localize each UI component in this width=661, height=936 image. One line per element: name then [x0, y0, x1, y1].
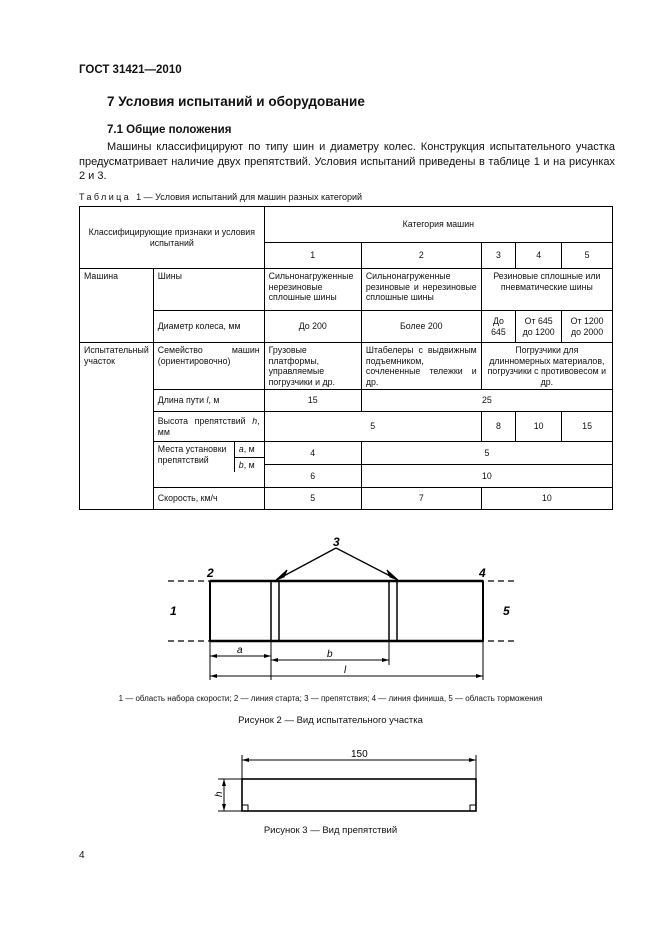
table-cell: 6: [264, 465, 361, 488]
leader-line: [336, 548, 394, 578]
table-cell: Резиновые сплошные или пневматические шины: [481, 269, 612, 311]
label-2: 2: [207, 566, 214, 580]
row-label-path: Длина пути l, м: [153, 390, 264, 412]
table-cell: Грузовые платформы, управляемые погрузчики и др.: [264, 343, 361, 390]
table-cell: 10: [516, 412, 562, 442]
arrowhead: [222, 804, 226, 811]
arrowhead: [276, 570, 287, 580]
figure2-caption: Рисунок 2 — Вид испытательного участка: [238, 715, 423, 726]
category-cell: 5: [562, 243, 613, 269]
label-width: 150: [351, 749, 368, 760]
table-caption-word: Таблица: [79, 192, 132, 202]
arrowhead: [210, 654, 217, 658]
category-cell: 3: [481, 243, 515, 269]
table-cell: 15: [264, 390, 361, 412]
table-cell: 8: [481, 412, 515, 442]
table-cell: Погрузчики для длинномерных материалов, погрузчики с противовесом и др.: [481, 343, 612, 390]
label-a: a: [237, 645, 243, 656]
table-cell: От 645 до 1200: [516, 311, 562, 343]
table-caption-text: 1 — Условия испытаний для машин разных категорий: [136, 192, 363, 202]
table-cell: Сильнонагруженные резиновые и нерезиновые сплошные шины: [361, 269, 481, 311]
obstacle-profile: [242, 779, 476, 811]
table-cell: До 645: [481, 311, 515, 343]
places-cell: [153, 442, 264, 488]
table-cell: До 200: [264, 311, 361, 343]
arrowhead: [382, 658, 389, 662]
right-angle-mark: [242, 805, 248, 811]
right-angle-mark: [470, 805, 476, 811]
table-cell: 25: [361, 390, 612, 412]
row-label-speed: Скорость, км/ч: [153, 488, 264, 510]
table-caption: [79, 192, 362, 202]
table-cell: Сильнонагруженные нерезиновые сплошные шины: [264, 269, 361, 311]
table-cell: Более 200: [361, 311, 481, 343]
place-b-label: b, м: [238, 459, 255, 470]
label-1: 1: [170, 604, 177, 618]
table-cell: 10: [361, 465, 612, 488]
body-paragraph: Машины классифицируют по типу шин и диаметру колес. Конструкция испытательного участка предусматривает наличие двух препятствий. Условия испытаний приведены в таблице 1 и на рисунках 2 и 3.: [79, 141, 615, 182]
label-b: b: [327, 649, 333, 660]
label-l: l: [344, 665, 347, 676]
row-label-diameter: Диаметр колеса, мм: [153, 311, 264, 343]
place-a-label: a, м: [235, 442, 264, 458]
table-cell: 10: [481, 488, 612, 510]
figure3-caption: Рисунок 3 — Вид препятствий: [263, 825, 398, 836]
arrowhead: [476, 674, 483, 678]
table-cell: Штабелеры с выдвижным подъемником, сочлененные тележки и др.: [361, 343, 481, 390]
group-machine: Машина: [80, 269, 154, 343]
table-cell: От 1200 до 2000: [562, 311, 613, 343]
table-cell: 4: [264, 442, 361, 465]
conditions-table: [79, 206, 613, 510]
figure2-legend: 1 — область набора скорости; 2 — линия старта; 3 — препятствия; 4 — линия финиша, 5 — область торможения: [118, 694, 543, 703]
arrowhead: [210, 674, 217, 678]
header-category: Категория машин: [264, 207, 612, 243]
label-height: h: [214, 791, 225, 797]
arrowhead: [242, 758, 249, 762]
arrowhead: [469, 758, 476, 762]
arrowhead: [222, 779, 226, 786]
arrowhead: [387, 570, 398, 580]
leader-line: [280, 548, 336, 578]
label-3: 3: [333, 535, 340, 549]
label-5: 5: [503, 604, 510, 618]
table-cell: 5: [264, 412, 481, 442]
doc-header: ГОСТ 31421—2010: [79, 64, 182, 76]
subsection-title: 7.1 Общие положения: [107, 124, 232, 136]
table-cell: 5: [361, 442, 612, 465]
obstacle-2: [389, 581, 397, 641]
arrowhead: [264, 654, 271, 658]
page-number: 4: [79, 850, 85, 861]
row-label-places: Места установки препятствий: [154, 442, 235, 472]
arrowhead: [271, 658, 278, 662]
table-cell: 15: [562, 412, 613, 442]
label-4: 4: [479, 566, 486, 580]
category-cell: 4: [516, 243, 562, 269]
row-label-tires: Шины: [153, 269, 264, 311]
table-cell: 5: [264, 488, 361, 510]
table-cell: 7: [361, 488, 481, 510]
obstacle-1: [271, 581, 279, 641]
row-label-height: Высота препятствий h, мм: [153, 412, 264, 442]
category-cell: 1: [264, 243, 361, 269]
category-cell: 2: [361, 243, 481, 269]
section-title: 7 Условия испытаний и оборудование: [107, 94, 365, 109]
row-label-family: Семейство машин (ориентировочно): [153, 343, 264, 390]
header-classify: Классифицирующие признаки и условия испытаний: [80, 207, 265, 269]
group-section: Испытательный участок: [80, 343, 154, 510]
